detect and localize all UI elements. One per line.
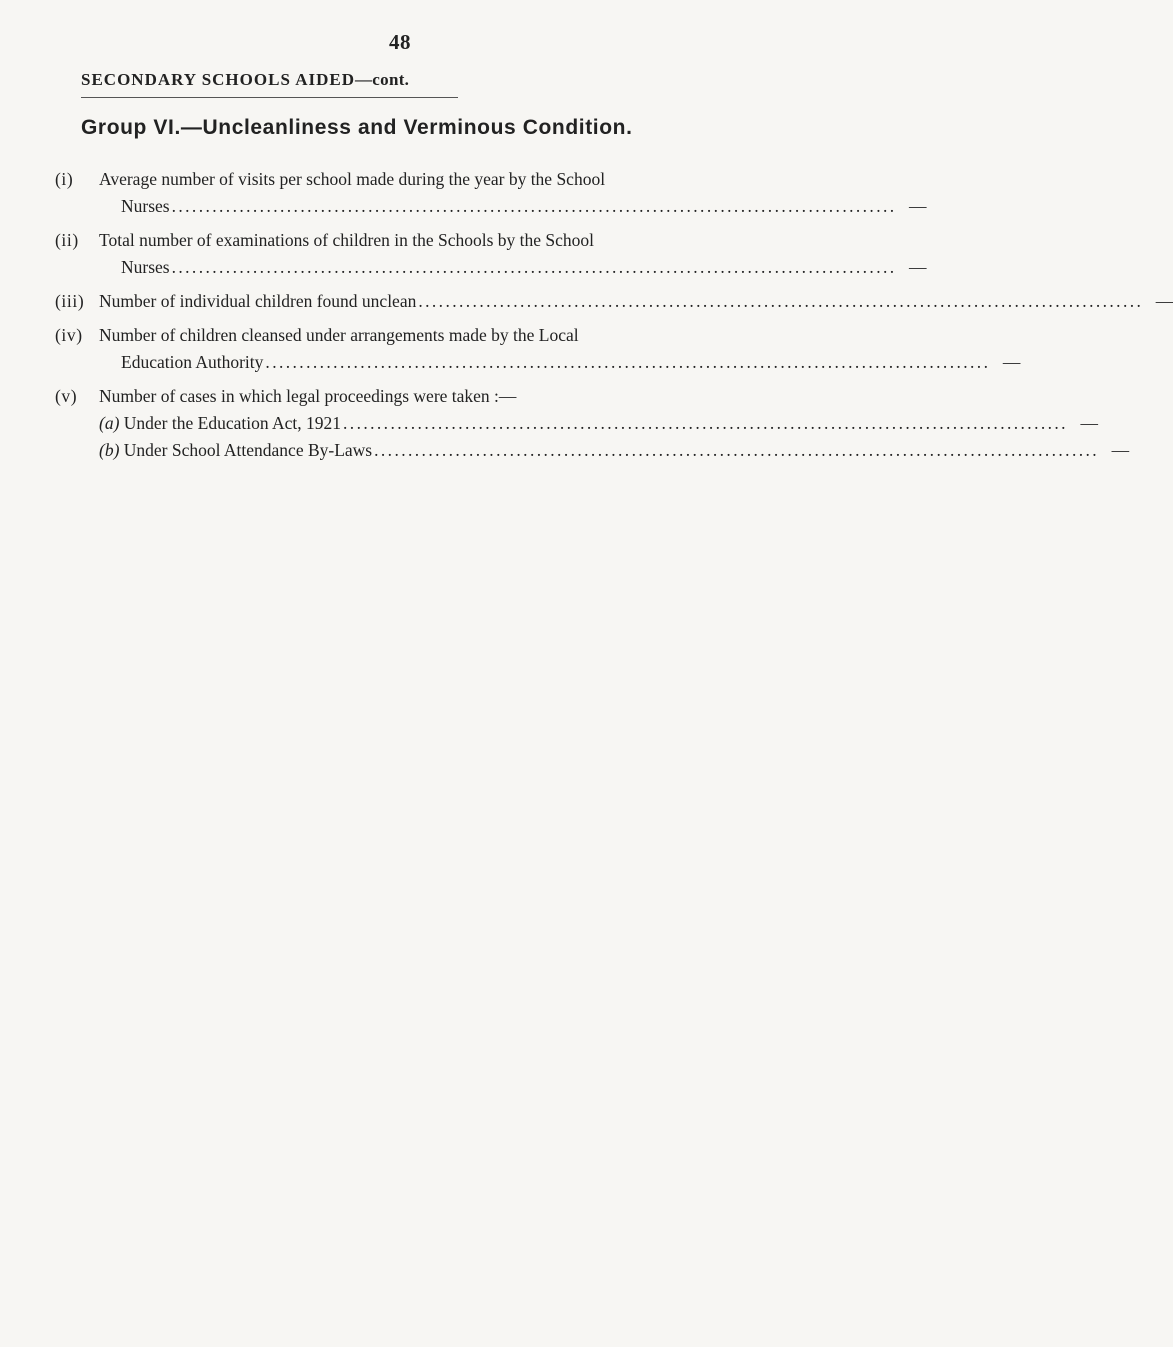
item-number: (ii) (55, 230, 79, 250)
dot-leader: ........................................................................................................... (265, 352, 991, 372)
running-head (81, 70, 409, 90)
item-leader-line (99, 254, 927, 281)
item-value: — (909, 196, 927, 216)
item-leader-line (99, 193, 927, 220)
item-value: — (1002, 352, 1021, 372)
dot-leader: ........................................................................................................... (171, 196, 897, 216)
item-number: (v) (55, 386, 78, 406)
sub-item-leader-line (99, 437, 1130, 464)
item-leader-line (99, 349, 1021, 376)
item-number: (iv) (55, 325, 83, 345)
dot-leader: ........................................................................................................... (418, 291, 1144, 311)
item-text: Total number of examinations of children in the Schools by the School (99, 230, 594, 250)
item-value: — (909, 257, 927, 277)
item-text: Number of individual children found unclean (99, 291, 417, 311)
list-item (55, 288, 1173, 315)
item-text: Number of cases in which legal proceedings were taken :— (99, 386, 517, 406)
list-item (55, 227, 927, 281)
item-list (55, 166, 1173, 471)
sub-item-value: — (1080, 413, 1098, 433)
sub-item-label: (b) (99, 440, 120, 460)
item-value: — (1155, 291, 1173, 311)
item-number: (i) (55, 169, 74, 189)
sub-item-text: Under the Education Act, 1921 (123, 413, 342, 433)
sub-item-label: (a) (99, 413, 120, 433)
list-item (55, 166, 927, 220)
item-text: Number of children cleansed under arrangements made by the Local (99, 325, 579, 345)
sub-item-text: Under School Attendance By-Laws (123, 440, 373, 460)
page-number: 48 (389, 30, 411, 54)
item-leader-line (99, 288, 1173, 315)
running-head-cont: —cont. (355, 70, 410, 89)
list-item (55, 322, 1021, 376)
dot-leader: ........................................................................................................... (171, 257, 897, 277)
dot-leader: ........................................................................................................... (343, 413, 1068, 433)
list-item (55, 383, 1130, 464)
dot-leader: ........................................................................................................... (374, 440, 1100, 460)
running-head-rule (81, 97, 458, 98)
item-text-continued: Nurses (121, 257, 170, 277)
group-title: Group VI.—Uncleanliness and Verminous Condition. (81, 116, 633, 139)
item-text-continued: Nurses (121, 196, 170, 216)
item-number: (iii) (55, 291, 85, 311)
item-text: Average number of visits per school made during the year by the School (99, 169, 606, 189)
sub-item-value: — (1111, 440, 1130, 460)
item-text-continued: Education Authority (121, 352, 264, 372)
sub-item-leader-line (99, 410, 1098, 437)
running-head-title: SECONDARY SCHOOLS AIDED (81, 70, 355, 89)
